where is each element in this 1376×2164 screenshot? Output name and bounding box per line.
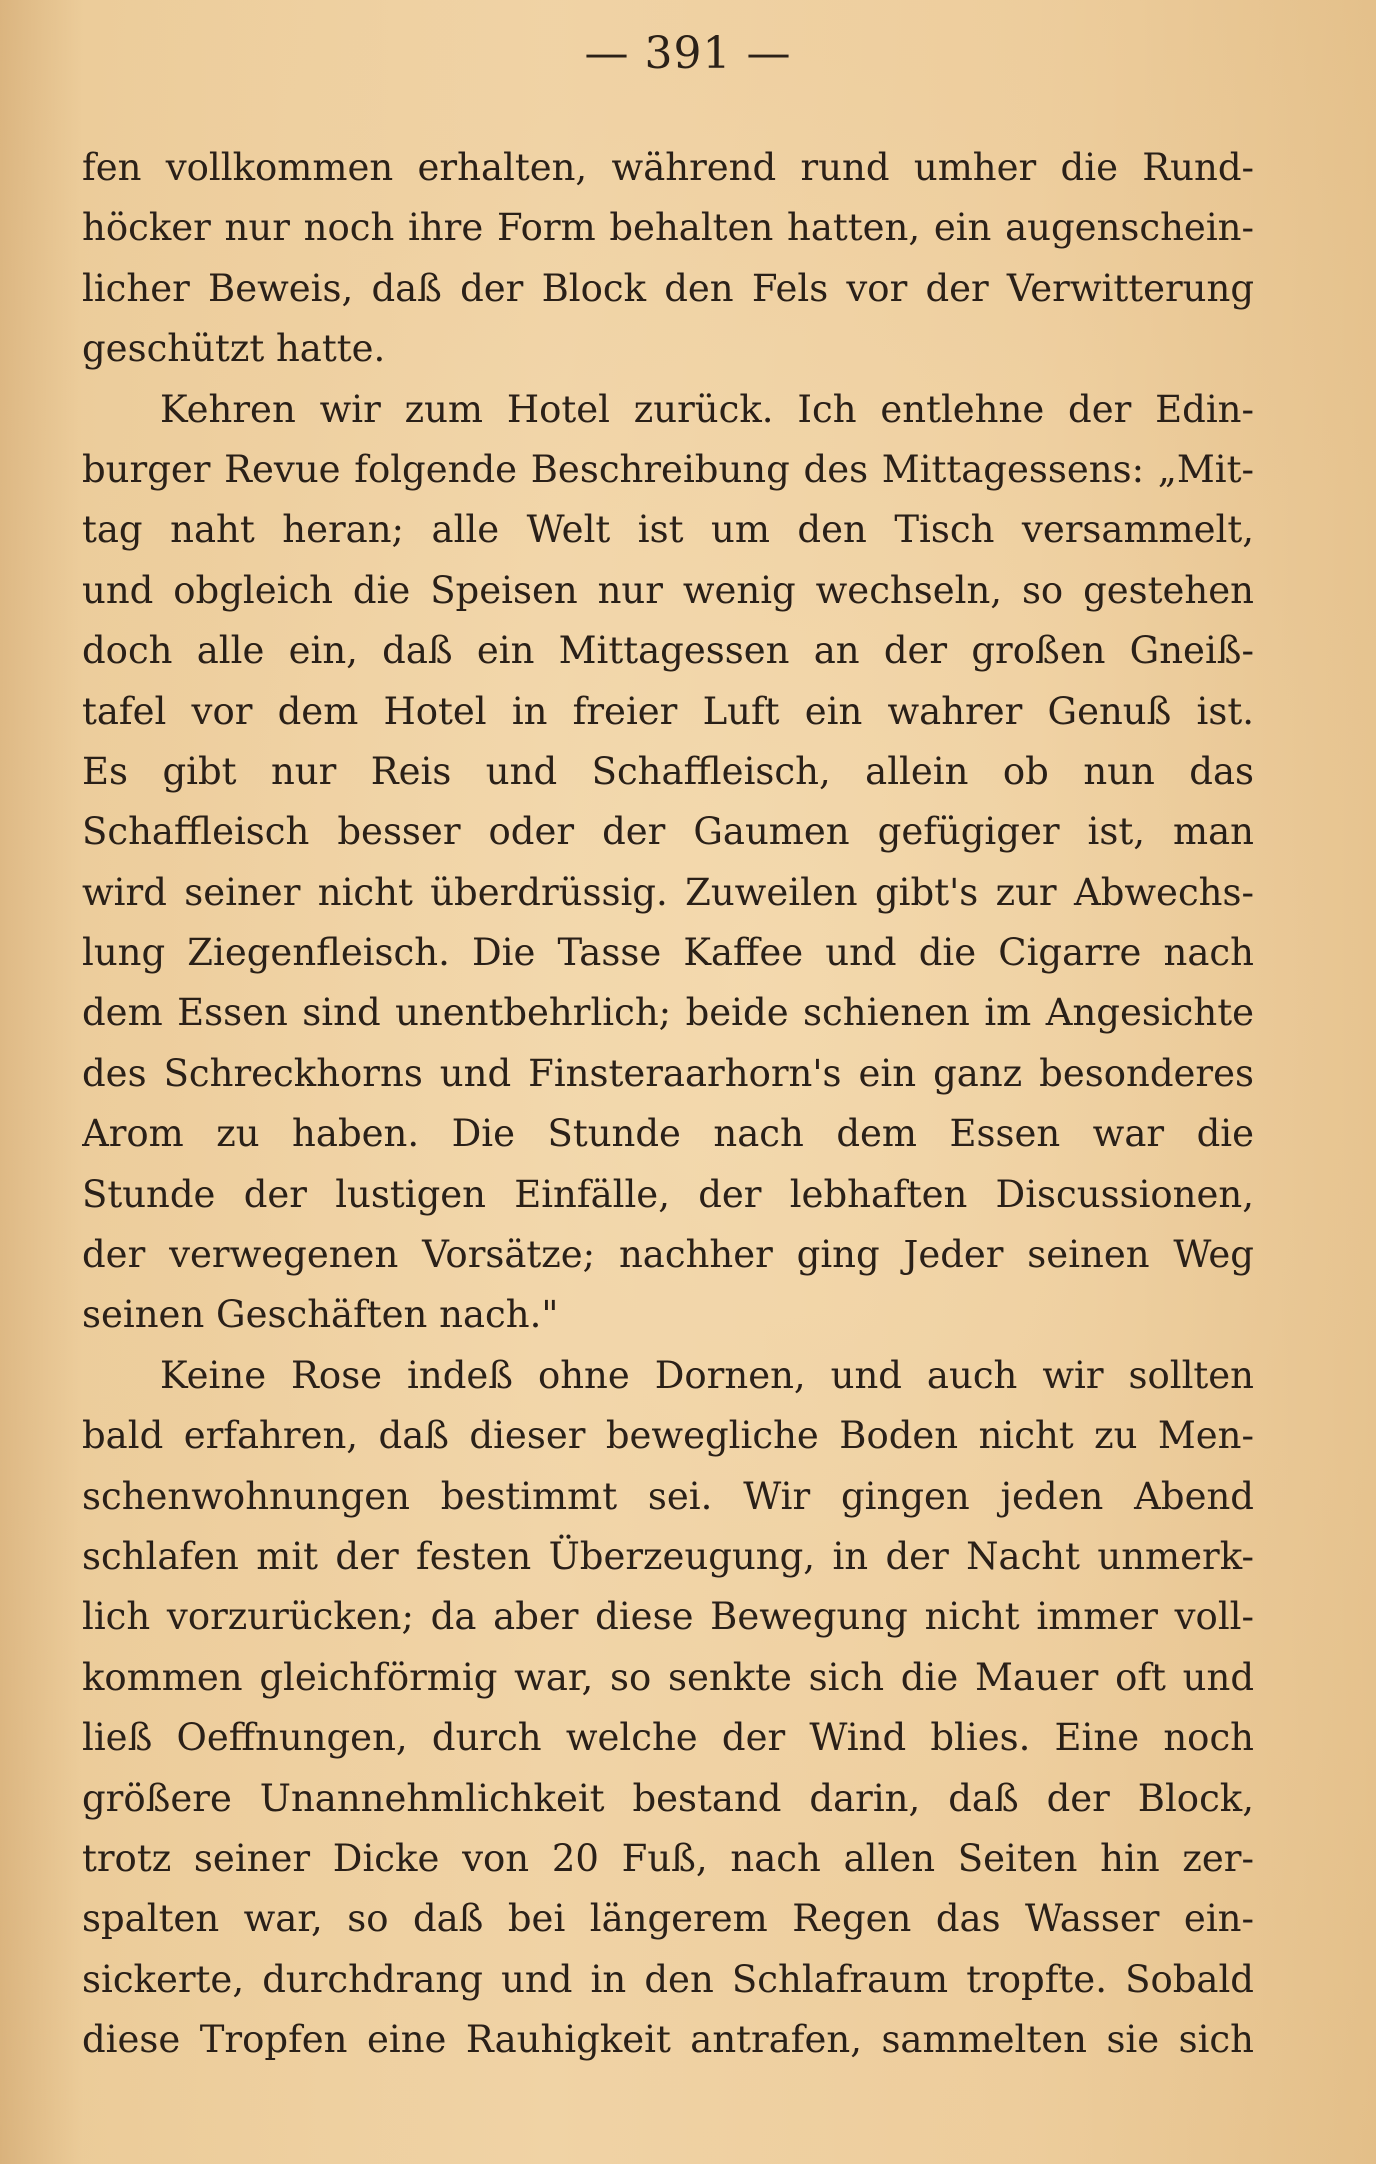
text-line: lich vorzurücken; da aber diese Bewegung nicht immer voll- <box>82 1595 1254 1639</box>
text-line: licher Beweis, daß der Block den Fels vor der Verwitterung <box>82 266 1254 310</box>
text-line: bald erfahren, daß dieser bewegliche Boden nicht zu Men- <box>82 1414 1254 1458</box>
text-line: doch alle ein, daß ein Mittagessen an der großen Gneiß- <box>82 629 1254 673</box>
text-line: Keine Rose indeß ohne Dornen, und auch wir sollten <box>160 1353 1254 1397</box>
text-line: ließ Oeffnungen, durch welche der Wind blies. Eine noch <box>82 1716 1254 1760</box>
text-line: des Schreckhorns und Finsteraarhorn's ein ganz besonderes <box>82 1051 1254 1095</box>
text-line: der verwegenen Vorsätze; nachher ging Jeder seinen Weg <box>82 1233 1254 1277</box>
text-line: fen vollkommen erhalten, während rund umher die Rund- <box>82 146 1254 189</box>
text-line: schenwohnungen bestimmt sei. Wir gingen jeden Abend <box>82 1474 1254 1518</box>
text-line: sickerte, durchdrang und in den Schlafraum tropfte. Sobald <box>82 1957 1254 2001</box>
text-line: seinen Geschäften nach." <box>82 1293 559 1337</box>
text-line: tag naht heran; alle Welt ist um den Tisch versammelt, <box>82 508 1254 552</box>
text-line: und obgleich die Speisen nur wenig wechseln, so gestehen <box>82 568 1254 612</box>
text-line: spalten war, so daß bei längerem Regen das Wasser ein- <box>82 1897 1254 1941</box>
text-line: schlafen mit der festen Überzeugung, in der Nacht unmerk- <box>82 1534 1254 1578</box>
text-line: Es gibt nur Reis und Schaffleisch, allein ob nun das <box>82 749 1254 793</box>
text-line: wird seiner nicht überdrüssig. Zuweilen gibt's zur Abwechs- <box>82 870 1254 914</box>
page-number: — 391 — <box>584 28 792 79</box>
text-line: Stunde der lustigen Einfälle, der lebhaften Discussionen, <box>82 1172 1254 1216</box>
text-line: burger Revue folgende Beschreibung des Mittagessens: „Mit- <box>82 447 1254 491</box>
text-line: dem Essen sind unentbehrlich; beide schienen im Angesichte <box>82 991 1254 1035</box>
text-line: höcker nur noch ihre Form behalten hatten, ein augenschein- <box>82 206 1254 250</box>
text-line: tafel vor dem Hotel in freier Luft ein wahrer Genuß ist. <box>82 689 1254 733</box>
text-line: Schaffleisch besser oder der Gaumen gefügiger ist, man <box>82 810 1254 854</box>
text-line: Arom zu haben. Die Stunde nach dem Essen war die <box>82 1112 1254 1156</box>
text-line: Kehren wir zum Hotel zurück. Ich entlehne der Edin- <box>160 387 1254 431</box>
body-text <box>82 138 1254 2071</box>
text-line: lung Ziegenfleisch. Die Tasse Kaffee und die Cigarre nach <box>82 931 1254 975</box>
text-line: größere Unannehmlichkeit bestand darin, daß der Block, <box>82 1776 1254 1820</box>
text-line: kommen gleichförmig war, so senkte sich die Mauer oft und <box>82 1655 1254 1699</box>
text-line: diese Tropfen eine Rauhigkeit antrafen, sammelten sie sich <box>82 2018 1254 2062</box>
text-line: geschützt hatte. <box>82 327 386 371</box>
text-line: trotz seiner Dicke von 20 Fuß, nach allen Seiten hin zer- <box>82 1836 1254 1880</box>
